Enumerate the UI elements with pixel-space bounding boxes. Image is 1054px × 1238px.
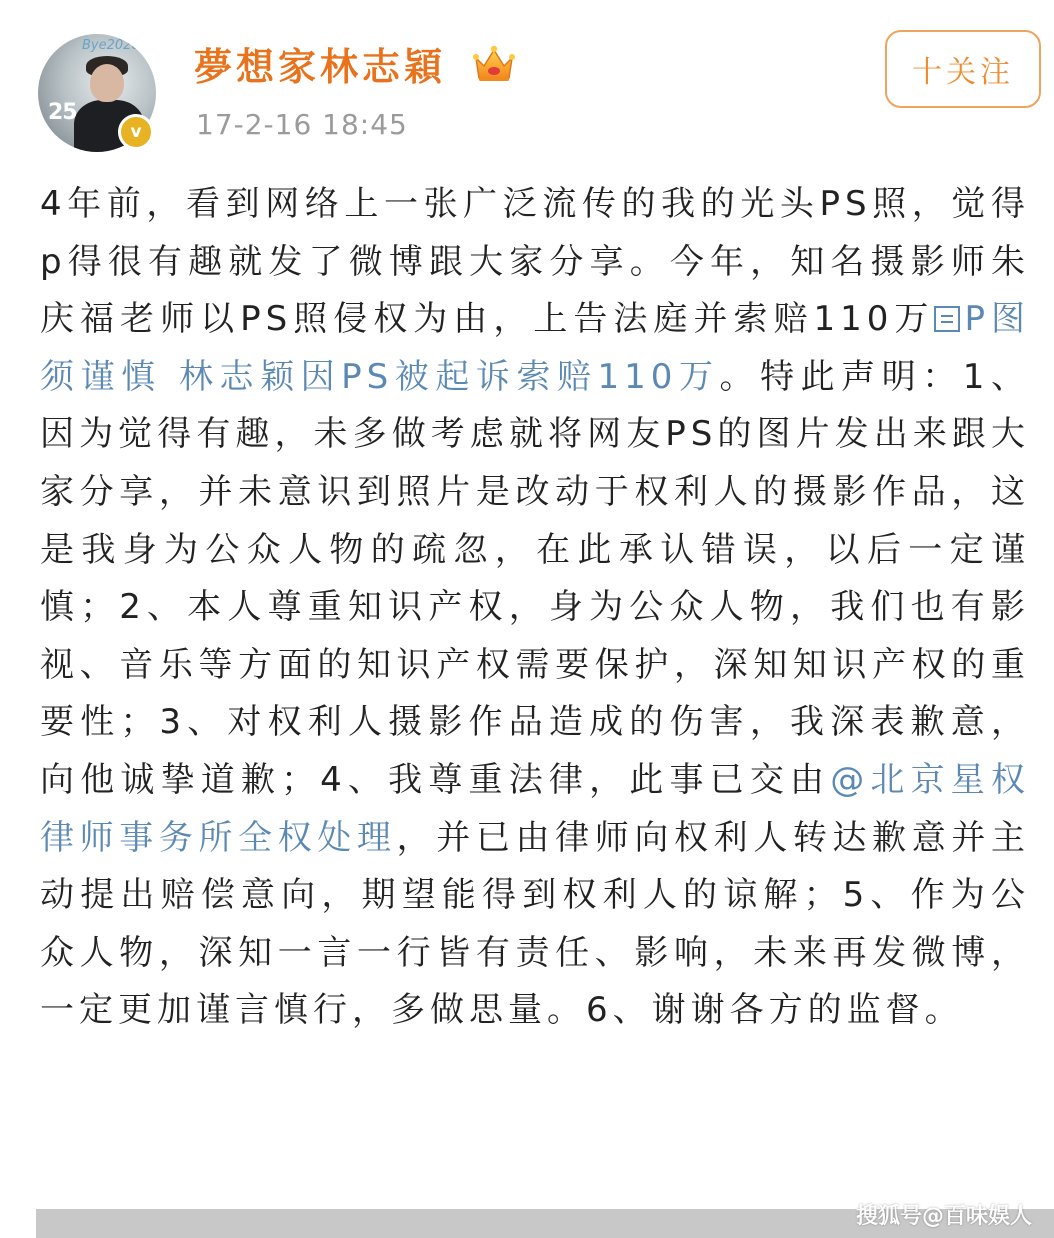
post-text-part-1: 4年前，看到网络上一张广泛流传的我的光头PS照，觉得p得很有趣就发了微博跟大家分享。今年，知名摄影师朱庆福老师以PS照侵权为由，上告法庭并索赔110万: [40, 184, 1030, 340]
topic-link-label: P图须谨慎 林志颖因PS被起诉索赔110万: [40, 299, 1030, 397]
verified-badge-icon: v: [118, 114, 154, 150]
link-icon: [934, 306, 960, 332]
post-header: [0, 0, 1054, 160]
avatar-number: 25: [48, 100, 77, 125]
avatar-face: [90, 64, 124, 102]
mention-link[interactable]: @北京星权律师事务所全权处理: [40, 759, 1030, 858]
post-text-part-3: ，并已由律师向权利人转达歉意并主动提出赔偿意向，期望能得到权利人的谅解；5、作为公众人物，深知一言一行皆有责任、影响，未来再发微博，一定更加谨言慎行，多做思量。6、谢谢各方的监督。: [40, 817, 1030, 1031]
follow-button[interactable]: 十关注: [885, 30, 1041, 108]
avatar-tag: Bye2020: [82, 38, 140, 53]
user-name[interactable]: 夢想家林志穎: [194, 45, 447, 89]
post-text-part-2: 。特此声明：1、因为觉得有趣，未多做考虑就将网友PS的图片发出来跟大家分享，并未意识到照片是改动于权利人的摄影作品，这是我身为公众人物的疏忽，在此承认错误，以后一定谨慎；2、本人尊重知识产权，身为公众人物，我们也有影视、音乐等方面的知识产权需要保护，深知知识产权的重要性；3、对权利人摄影作品造成的伤害，我深表歉意，向他诚挚道歉；4、我尊重法律，此事已交由: [40, 356, 1030, 800]
post-time: 17-2-16 18:45: [196, 108, 408, 141]
post-body: [40, 176, 1030, 1040]
watermark: 搜狐号@百味娱人: [855, 1204, 1032, 1229]
crown-icon: [472, 44, 516, 84]
